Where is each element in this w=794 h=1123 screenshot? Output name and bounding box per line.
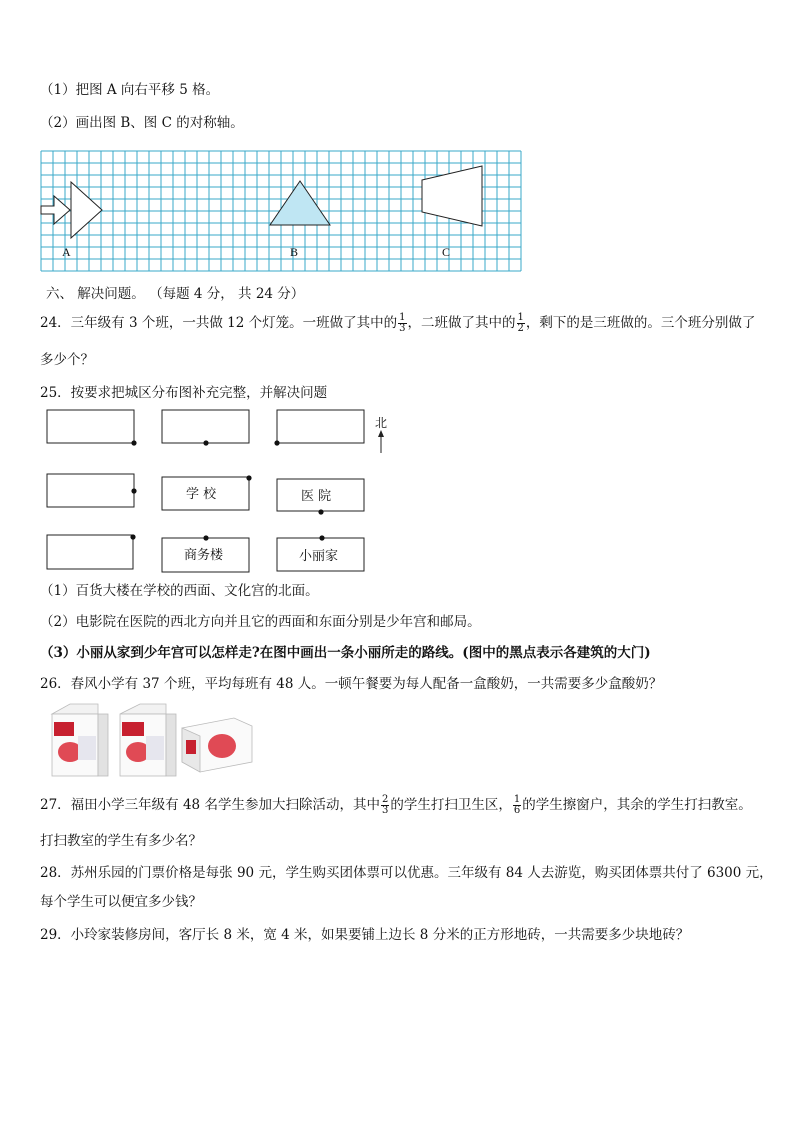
gate-dot [203,440,208,445]
gate-dot [131,440,136,445]
map-block-r2c1 [47,474,134,507]
q27-line2: 打扫教室的学生有多少名？ [40,833,202,849]
q27-frac2-num: 1 [513,794,521,805]
gate-dot [319,535,324,540]
q24-frac2-num: 1 [517,312,524,323]
q27-frac1-num: 2 [381,794,389,805]
q27-text1: 27．福田小学三年级有 48 名学生参加大扫除活动，其中 [40,797,380,813]
q23-sub1: （1）把图 A 向右平移 5 格。 [40,82,220,98]
milk-carton-icon [182,718,252,772]
north-arrowhead-icon [378,430,384,437]
q24-fraction1 [398,313,406,334]
map-label-school: 学 校 [186,487,217,502]
q29-text: 29．小玲家装修房间，客厅长 8 米，宽 4 米，如果要铺上边长 8 分米的正方形地砖，一共需要多少块地砖？ [40,927,690,943]
milk-carton-icon [120,704,176,776]
q24-text3: ，剩下的是三班做的。三个班分别做了 [525,315,756,331]
q23-sub2: （2）画出图 B、图 C 的对称轴。 [40,115,244,131]
map-block-r1c3 [277,410,364,443]
milk-carton-icon [52,704,108,776]
q27-frac2-den: 6 [513,805,521,816]
q24-frac1-num: 1 [399,312,406,323]
q24-text2: ，二班做了其中的 [407,315,516,331]
map-block-r1c2 [162,410,249,443]
q25-sub2: （2）电影院在医院的西北方向并且它的西面和东面分别是少年宫和邮局。 [40,614,481,630]
q27-frac1-den: 3 [381,805,389,816]
q25-sub3: （3）小丽从家到少年宫可以怎样走?在图中画出一条小丽所走的路线。(图中的黑点表示各建筑的大门) [40,645,651,661]
q27-text3: 的学生擦窗户，其余的学生打扫教室。 [522,797,752,813]
q28-line1: 28．苏州乐园的门票价格是每张 90 元，学生购买团体票可以优惠。三年级有 84 人去游览，购买团体票共付了 6300 元， [40,865,773,881]
gate-dot [246,475,251,480]
map-label-xiaoli-home: 小丽家 [299,549,339,564]
q24-text1: 24．三年级有 3 个班，一共做 12 个灯笼。一班做了其中的 [40,315,398,331]
q26-text: 26．春风小学有 37 个班，平均每班有 48 人。一顿午餐要为每人配备一盒酸奶，一共需要多少盒酸奶？ [40,676,663,692]
gate-dot [131,488,136,493]
gate-dot [130,534,135,539]
figure-a [41,196,70,224]
gate-dot [203,535,208,540]
q28-line2: 每个学生可以便宜多少钱？ [40,894,202,910]
label-a: A [62,245,71,259]
q27-fraction2 [513,795,521,816]
gate-dot [318,509,323,514]
city-map [40,405,400,577]
grid-figure [40,150,530,274]
figure-b [270,181,330,225]
label-b: B [290,245,299,259]
map-label-business: 商务楼 [184,548,224,563]
q24-line2: 多少个？ [40,352,94,368]
q25-text: 25．按要求把城区分布图补充完整，并解决问题 [40,385,328,401]
q24-fraction2 [517,313,525,334]
figure-a-triangle [71,182,102,238]
q25-sub1: （1）百货大楼在学校的西面、文化宫的北面。 [40,583,319,599]
section-6-title: 六、 解决问题。 （每题 4 分， 共 24 分） [46,286,305,302]
north-label: 北 [375,416,388,430]
map-block-r3c1 [47,535,133,569]
gate-dot [274,440,279,445]
milk-cartons-image [48,700,258,780]
map-label-hospital: 医 院 [301,489,332,504]
q24-frac1-den: 3 [399,323,406,334]
q27-line1 [40,795,752,816]
map-block-r1c1 [47,410,134,443]
q24-line1 [40,313,755,334]
label-c: C [442,245,451,259]
q24-frac2-den: 2 [517,323,524,334]
q27-fraction1 [381,795,389,816]
q27-text2: 的学生打扫卫生区， [390,797,512,813]
